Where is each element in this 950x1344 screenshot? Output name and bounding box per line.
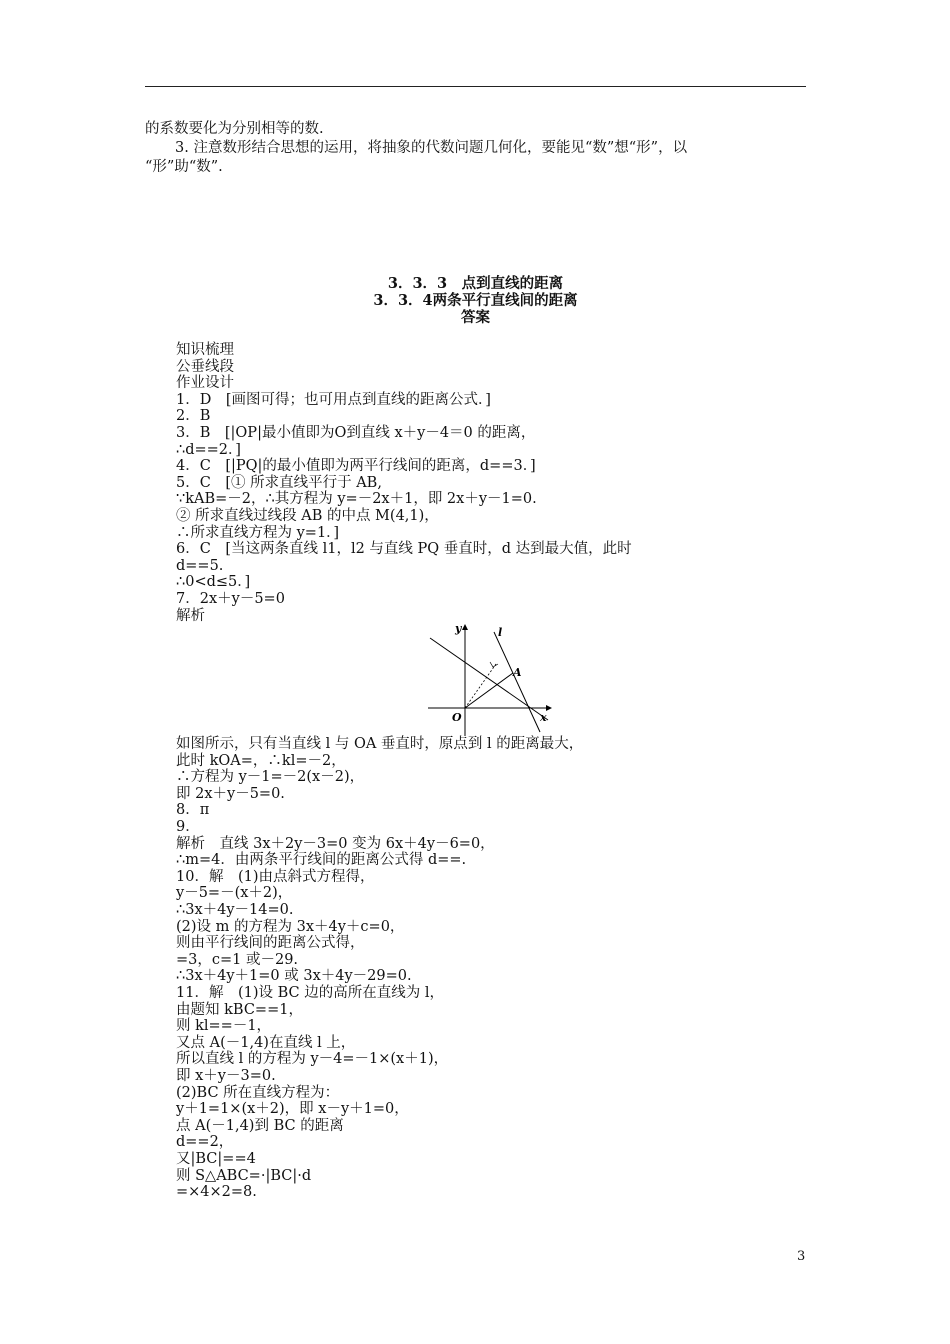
top-line-2: 3. 注意数形结合思想的运用，将抽象的代数问题几何化，要能见“数”想“形”，以 <box>175 140 688 156</box>
title-3-3-4: 3．3．4两条平行直线间的距离 <box>373 292 578 309</box>
geometry-figure <box>428 624 558 736</box>
y-axis-arrow <box>462 624 468 630</box>
answer-line: 11．解 (1)设 BC 边的高所在直线为 l， <box>176 985 444 1001</box>
figure-slot <box>176 624 776 736</box>
label-l: l <box>498 626 503 640</box>
answer-line: d==2， <box>176 1134 234 1151</box>
answer-line: 2．B <box>176 408 211 425</box>
answer-line: =3，c=1 或－29. <box>176 951 299 968</box>
answer-line: 解析 <box>176 607 205 624</box>
answer-line: 此时 kOA=，∴kl=－2， <box>176 752 346 769</box>
answer-line: d==5. <box>176 557 224 574</box>
answer-line: 则 kl==－1， <box>176 1018 272 1035</box>
label-y: y <box>455 624 462 636</box>
answer-line: ∴方程为 y－1=－2(x－2)， <box>176 769 365 786</box>
answers-before-figure <box>176 342 776 624</box>
section-titles <box>145 275 806 326</box>
answer-line: ∴3x＋4y－14=0. <box>176 902 294 919</box>
answer-line: 则 S△ABC=·|BC|·d <box>176 1167 312 1184</box>
answer-line: 又|BC|==4 <box>176 1150 256 1167</box>
answer-line: 如图所示，只有当直线 l 与 OA 垂直时，原点到 l 的距离最大， <box>176 736 584 753</box>
answer-line: 6．C [当这两条直线 l1，l2 与直线 PQ 垂直时，d 达到最大值，此时 <box>176 541 632 558</box>
top-text-block <box>145 120 806 177</box>
answer-line: (2)设 m 的方程为 3x＋4y＋c=0， <box>176 918 405 935</box>
answer-line: 由题知 kBC==1， <box>176 1001 303 1018</box>
x-axis-arrow <box>546 705 552 711</box>
answer-line: =×4×2=8. <box>176 1184 257 1201</box>
answer-line: 知识梳理 <box>176 342 234 358</box>
answer-line: (2)BC 所在直线方程为： <box>176 1084 340 1101</box>
title-3-3-3: 3．3．3 点到直线的距离 <box>387 275 564 292</box>
answer-line: ∴3x＋4y＋1=0 或 3x＋4y－29=0. <box>176 968 412 985</box>
top-line-1: 的系数要化为分别相等的数. <box>145 121 324 137</box>
label-a: A <box>513 666 522 680</box>
label-o: O <box>452 711 462 725</box>
answer-line: 10．解 (1)由点斜式方程得， <box>176 868 375 885</box>
answer-line: y＋1=1×(x＋2)，即 x－y＋1=0， <box>176 1101 409 1118</box>
answers-body <box>176 342 776 1201</box>
answer-line: ∴d==2．] <box>176 441 241 458</box>
right-angle-mark <box>490 662 498 667</box>
answer-line: y－5=－(x＋2)， <box>176 885 293 902</box>
title-answers: 答案 <box>461 309 490 326</box>
top-line-3: “形”助“数”. <box>145 159 223 175</box>
answer-line: 7．2x＋y－5=0 <box>176 590 285 607</box>
answer-line: 则由平行线间的距离公式得， <box>176 935 365 952</box>
answer-line: 3．B [|OP|最小值即为O到直线 x＋y－4＝0 的距离， <box>176 424 536 441</box>
answer-line: 所以直线 l 的方程为 y－4=－1×(x＋1)， <box>176 1051 449 1068</box>
answer-line: 又点 A(－1,4)在直线 l 上， <box>176 1034 356 1051</box>
answer-line: 1．D [画图可得；也可用点到直线的距离公式．] <box>176 391 491 408</box>
answer-line: 解析 直线 3x＋2y－3=0 变为 6x＋4y－6=0， <box>176 835 495 852</box>
answers-after-figure <box>176 736 776 1201</box>
answer-line: 即 2x＋y－5=0. <box>176 785 285 802</box>
answer-line: 5．C [① 所求直线平行于 AB, <box>176 474 382 491</box>
header-rule <box>145 86 806 87</box>
answer-line: 4．C [|PQ|的最小值即为两平行线间的距离，d==3．] <box>176 458 536 475</box>
answer-line: 点 A(－1,4)到 BC 的距离 <box>176 1117 344 1134</box>
answer-line: ∴所求直线方程为 y=1．] <box>176 524 340 541</box>
answer-line: 即 x＋y－3=0. <box>176 1067 276 1084</box>
answer-line: ∴0<d≤5．] <box>176 574 251 591</box>
dashed-perpendicular <box>465 664 496 708</box>
answer-line: 9． <box>176 819 200 836</box>
answer-line: ∴m=4．由两条平行线间的距离公式得 d==. <box>176 852 467 869</box>
answer-line: ∵kAB=－2，∴其方程为 y=－2x＋1，即 2x＋y－1=0. <box>176 491 537 508</box>
answer-line: ② 所求直线过线段 AB 的中点 M(4,1)， <box>176 507 439 524</box>
answer-line: 8．π <box>176 802 210 819</box>
answer-line: 作业设计 <box>176 375 234 392</box>
label-x: x <box>540 711 547 725</box>
answer-line: 公垂线段 <box>176 358 234 375</box>
page-number: 3 <box>797 1249 806 1264</box>
